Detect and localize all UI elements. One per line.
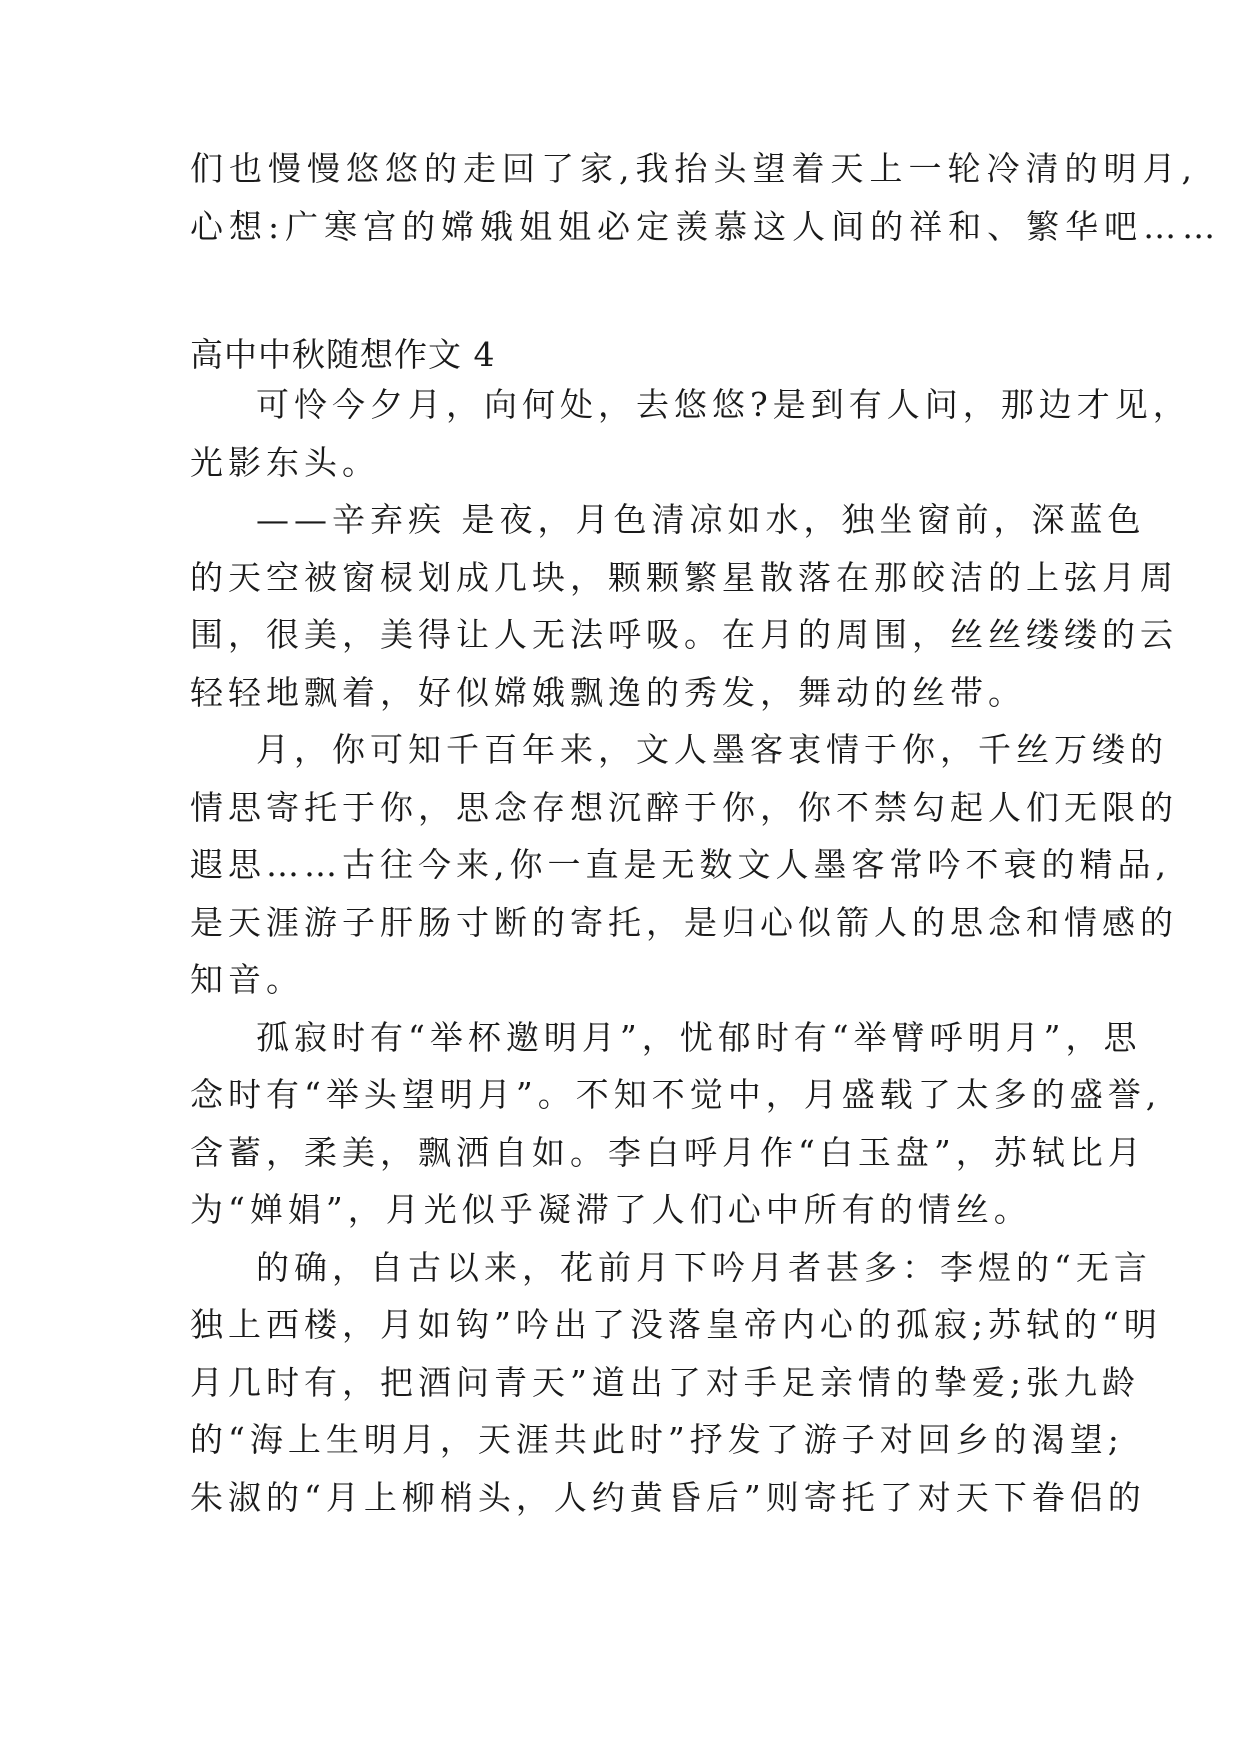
text-line: 光影东头。 <box>190 442 380 482</box>
text-line: 为“婵娟”，月光似乎凝滞了人们心中所有的情丝。 <box>190 1190 1032 1229</box>
text-line: 月几时有，把酒问青天”道出了对手足亲情的挚爱;张九龄 <box>190 1362 1140 1402</box>
text-line: 的“海上生明月，天涯共此时”抒发了游子对回乡的渴望; <box>190 1420 1124 1459</box>
section-heading: 高中中秋随想作文 4 <box>190 335 496 374</box>
text-line: 心想:广寒宫的嫦娥姐姐必定羡慕这人间的祥和、繁华吧…… <box>190 206 1222 246</box>
intro-paragraph <box>190 140 1222 255</box>
text-line: 的天空被窗棂划成几块，颗颗繁星散落在那皎洁的上弦月周 <box>190 557 1178 597</box>
text-line: 情思寄托于你，思念存想沉醉于你，你不禁勾起人们无限的 <box>190 787 1178 827</box>
text-line: 朱淑的“月上柳梢头，人约黄昏后”则寄托了对天下眷侣的 <box>190 1477 1146 1517</box>
text-line: 的确，自古以来，花前月下吟月者甚多：李煜的“无言 <box>256 1247 1152 1287</box>
text-line: 围，很美，美得让人无法呼吸。在月的周围，丝丝缕缕的云 <box>190 615 1178 654</box>
text-line: 孤寂时有“举杯邀明月”，忧郁时有“举臂呼明月”，思 <box>256 1017 1142 1057</box>
text-line: 念时有“举头望明月”。不知不觉中，月盛载了太多的盛誉, <box>190 1075 1162 1114</box>
text-line: 独上西楼，月如钩”吟出了没落皇帝内心的孤寂;苏轼的“明 <box>190 1305 1162 1344</box>
text-line: 是天涯游子肝肠寸断的寄托，是归心似箭人的思念和情感的 <box>190 902 1178 942</box>
text-line: 月，你可知千百年来，文人墨客衷情于你，千丝万缕的 <box>256 730 1168 769</box>
article-body <box>190 376 1191 1526</box>
text-line: 可怜今夕月，向何处，去悠悠?是到有人问，那边才见， <box>256 385 1191 424</box>
text-line: 遐思……古往今来,你一直是无数文人墨客常吟不衰的精品, <box>190 845 1171 884</box>
text-line: 知音。 <box>190 960 304 999</box>
text-line: ——辛弃疾 是夜，月色清凉如水，独坐窗前，深蓝色 <box>256 500 1146 539</box>
text-line: 含蓄，柔美，飘洒自如。李白呼月作“白玉盘”，苏轼比月 <box>190 1132 1146 1172</box>
text-line: 轻轻地飘着，好似嫦娥飘逸的秀发，舞动的丝带。 <box>190 672 1026 712</box>
text-line: 们也慢慢悠悠的走回了家,我抬头望着天上一轮冷清的明月, <box>190 149 1198 188</box>
